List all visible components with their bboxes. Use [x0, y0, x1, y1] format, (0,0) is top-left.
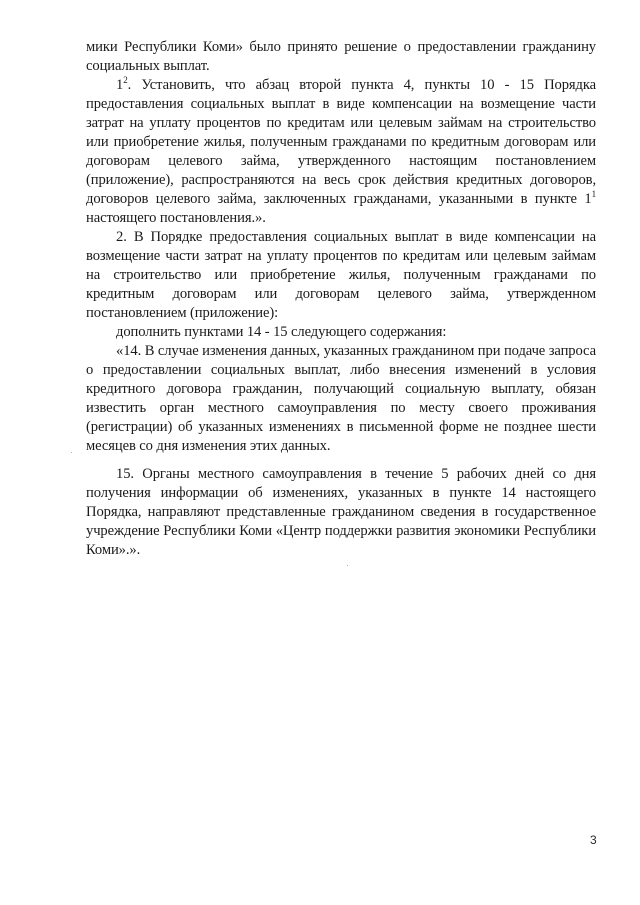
paragraph-add-points: дополнить пунктами 14 - 15 следующего содержания: [116, 324, 447, 340]
paragraph-15: 15. Органы местного самоуправления в течение 5 рабочих дней со дня получения информации об изменениях, указанных в пункте 14 настоящего Порядка, направляют представленные гражданином сведения в государственное учреждение Республики Коми «Центр поддержки развития экономики Республики Коми».». [86, 466, 596, 558]
scan-speck [71, 452, 72, 453]
paragraph-1-2-number: 1 [116, 77, 124, 93]
paragraph-1-2 [86, 76, 596, 228]
paragraph-1-2-tail: настоящего постановления.». [86, 210, 266, 226]
paragraph-1-2-text: . Установить, что абзац второй пункта 4, пункты 10 - 15 Порядка предоставления социальных выплат в виде компенсации на возмещение части затрат на уплату процентов по кредитам или целевым займам на строительство или приобретение жилья, полученным гражданами по кредитным договорам или договорам целевого займа, утвержденного настоящим постановлением (приложение), распространяются на весь срок действия кредитных договоров, договоров целевого займа, заключенных гражданами, указанными в пункте 1 [86, 77, 596, 207]
paragraph-1-2-ref-superscript: 1 [591, 189, 596, 199]
document-body [86, 38, 596, 560]
paragraph-1-2-superscript: 2 [123, 75, 128, 85]
scan-speck [347, 565, 348, 566]
continuation-paragraph: мики Республики Коми» было принято решение о предоставлении гражданину социальных выплат. [86, 39, 596, 74]
paragraph-14: «14. В случае изменения данных, указанных гражданином при подаче запроса о предоставлении социальных выплат, либо внесения изменений в условия кредитного договора гражданин, получающий социальную выплату, обязан известить орган местного самоуправления по месту своего проживания (регистрации) об указанных изменениях в письменной форме не позднее шести месяцев со дня изменения этих данных. [86, 343, 596, 454]
page-number: 3 [590, 833, 597, 847]
paragraph-2: 2. В Порядке предоставления социальных выплат в виде компенсации на возмещение части затрат на уплату процентов по кредитам или целевым займам на строительство или приобретение жилья, полученным гражданами по кредитным договорам или договорам целевого займа, утвержденном постановлением (приложение): [86, 229, 596, 321]
